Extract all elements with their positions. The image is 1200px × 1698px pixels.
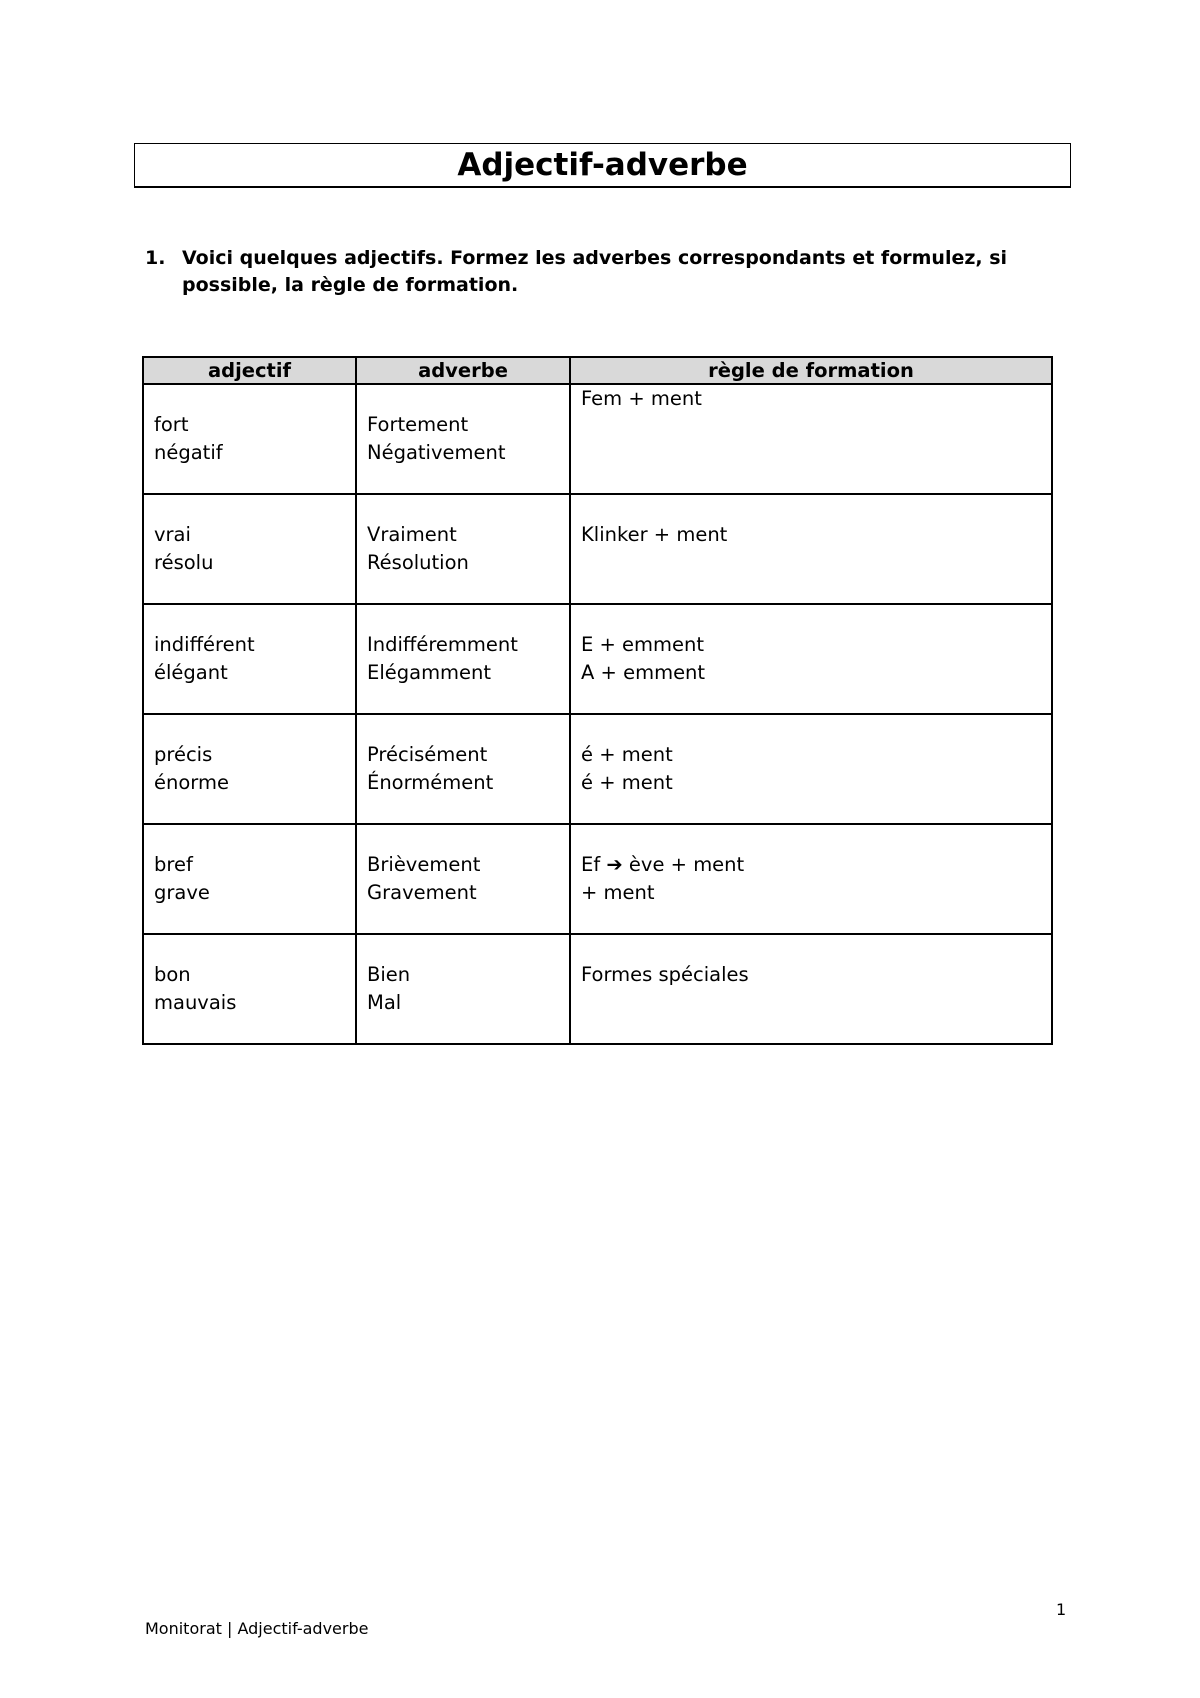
header-regle: règle de formation (570, 357, 1052, 384)
adjectif-text: fort (154, 413, 189, 436)
adverbe-text: Fortement (367, 413, 469, 436)
regle-text: Fem + ment (581, 387, 702, 410)
table-header-row (143, 357, 1052, 384)
table-row (143, 604, 1052, 714)
cell-regle (570, 934, 1052, 1044)
adjectif-text: négatif (154, 441, 223, 464)
regle-text: é + ment (581, 771, 673, 794)
header-adjectif: adjectif (143, 357, 356, 384)
adverbe-text: Elégamment (367, 661, 492, 684)
cell-adverbe (356, 824, 570, 934)
cell-regle (570, 604, 1052, 714)
adverbe-text: Bien (367, 963, 411, 986)
adverbe-text: Précisément (367, 743, 488, 766)
cell-regle (570, 824, 1052, 934)
adverbe-text: Gravement (367, 881, 477, 904)
exercise-instruction (145, 245, 1085, 299)
page-number: 1 (1056, 1600, 1067, 1619)
adjectif-text: résolu (154, 551, 214, 574)
cell-adverbe (356, 604, 570, 714)
adjectif-text: mauvais (154, 991, 237, 1014)
cell-regle (570, 384, 1052, 494)
regle-text: Ef ➔ ève + ment (581, 853, 745, 876)
table-row (143, 384, 1052, 494)
cell-adjectif (143, 934, 356, 1044)
exercise-number: 1. (145, 247, 166, 269)
regle-text: A + emment (581, 661, 706, 684)
cell-adverbe (356, 714, 570, 824)
regle-text: Klinker + ment (581, 523, 728, 546)
adjective-adverb-table (142, 356, 1053, 1045)
adjectif-text: bon (154, 963, 191, 986)
cell-regle (570, 714, 1052, 824)
exercise-text: Voici quelques adjectifs. Formez les adverbes correspondants et formulez, si possible, la règle de formation. (182, 247, 1008, 296)
adverbe-text: Résolution (367, 551, 469, 574)
table-row (143, 824, 1052, 934)
adjectif-text: précis (154, 743, 213, 766)
table-row (143, 934, 1052, 1044)
cell-adjectif (143, 824, 356, 934)
adverbe-text: Mal (367, 991, 402, 1014)
regle-text: E + emment (581, 633, 705, 656)
adjectif-text: élégant (154, 661, 228, 684)
adjectif-text: vrai (154, 523, 191, 546)
cell-adverbe (356, 494, 570, 604)
page-title: Adjectif-adverbe (457, 147, 748, 183)
regle-text: Formes spéciales (581, 963, 749, 986)
adverbe-text: Brièvement (367, 853, 481, 876)
adverbe-text: Négativement (367, 441, 506, 464)
table-row (143, 494, 1052, 604)
adverbe-text: Énormément (367, 771, 494, 794)
page-footer: Monitorat | Adjectif-adverbe (145, 1619, 369, 1638)
adverbe-text: Vraiment (367, 523, 457, 546)
table-row (143, 714, 1052, 824)
adjectif-text: énorme (154, 771, 229, 794)
cell-adjectif (143, 384, 356, 494)
regle-text: + ment (581, 881, 655, 904)
regle-text: é + ment (581, 743, 673, 766)
cell-adjectif (143, 714, 356, 824)
adjectif-text: bref (154, 853, 193, 876)
cell-adjectif (143, 604, 356, 714)
cell-regle (570, 494, 1052, 604)
header-adverbe: adverbe (356, 357, 570, 384)
adverbe-text: Indifféremment (367, 633, 518, 656)
cell-adjectif (143, 494, 356, 604)
adjectif-text: indifférent (154, 633, 255, 656)
cell-adverbe (356, 384, 570, 494)
cell-adverbe (356, 934, 570, 1044)
title-box (134, 143, 1071, 188)
adjectif-text: grave (154, 881, 210, 904)
